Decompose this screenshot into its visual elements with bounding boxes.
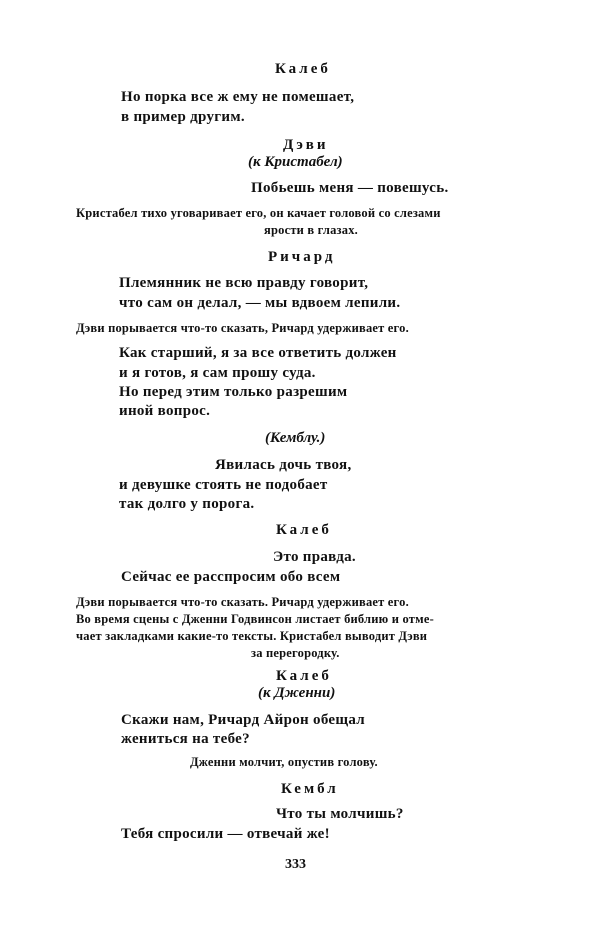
stage-direction: Во время сцены с Дженни Годвинсон листает библию и отме- [76, 612, 434, 626]
verse-line: Но порка все ж ему не помешает, [121, 89, 355, 105]
verse-line: Побьешь меня — повешусь. [251, 180, 449, 196]
verse-line: что сам он делал, — мы вдвоем лепили. [119, 295, 401, 311]
speaker-name: Кембл [281, 781, 339, 797]
speaker-name: Ричард [268, 249, 336, 265]
stage-direction: (к Дженни) [258, 685, 336, 701]
verse-line: Как старший, я за все ответить должен [119, 345, 397, 361]
verse-line: Но перед этим только разрешим [119, 384, 348, 400]
speaker-name: Калеб [276, 522, 332, 538]
verse-line: Это правда. [273, 549, 356, 565]
speaker-name: Дэви [283, 137, 329, 153]
stage-direction: Дэви порывается что-то сказать, Ричард удерживает его. [76, 321, 409, 335]
stage-direction: Дэви порывается что-то сказать. Ричард удерживает его. [76, 595, 409, 609]
verse-line: так долго у порога. [119, 496, 255, 512]
verse-line: и девушке стоять не подобает [119, 477, 328, 493]
speaker-name: Калеб [276, 668, 332, 684]
verse-line: Сейчас ее расспросим обо всем [121, 569, 341, 585]
stage-direction: чает закладками какие-то тексты. Кристабел выводит Дэви [76, 629, 428, 643]
verse-line: Явилась дочь твоя, [215, 457, 352, 473]
verse-line: Племянник не всю правду говорит, [119, 275, 369, 291]
page-number: 333 [285, 857, 306, 872]
verse-line: жениться на тебе? [121, 731, 250, 747]
stage-direction: за перегородку. [251, 646, 340, 660]
verse-line: Что ты молчишь? [276, 806, 404, 822]
verse-line: в пример другим. [121, 109, 245, 125]
stage-direction: (к Кристабел) [248, 154, 343, 170]
speaker-name: Калеб [275, 61, 331, 77]
verse-line: и я готов, я сам прошу суда. [119, 365, 316, 381]
stage-direction: Дженни молчит, опустив голову. [190, 755, 378, 769]
verse-line: Скажи нам, Ричард Айрон обещал [121, 712, 366, 728]
verse-line: иной вопрос. [119, 403, 211, 419]
stage-direction: ярости в глазах. [264, 223, 359, 237]
verse-line: Тебя спросили — отвечай же! [121, 826, 330, 842]
stage-direction: Кристабел тихо уговаривает его, он качает головой со слезами [76, 206, 441, 220]
stage-direction: (Кемблу.) [265, 430, 326, 446]
